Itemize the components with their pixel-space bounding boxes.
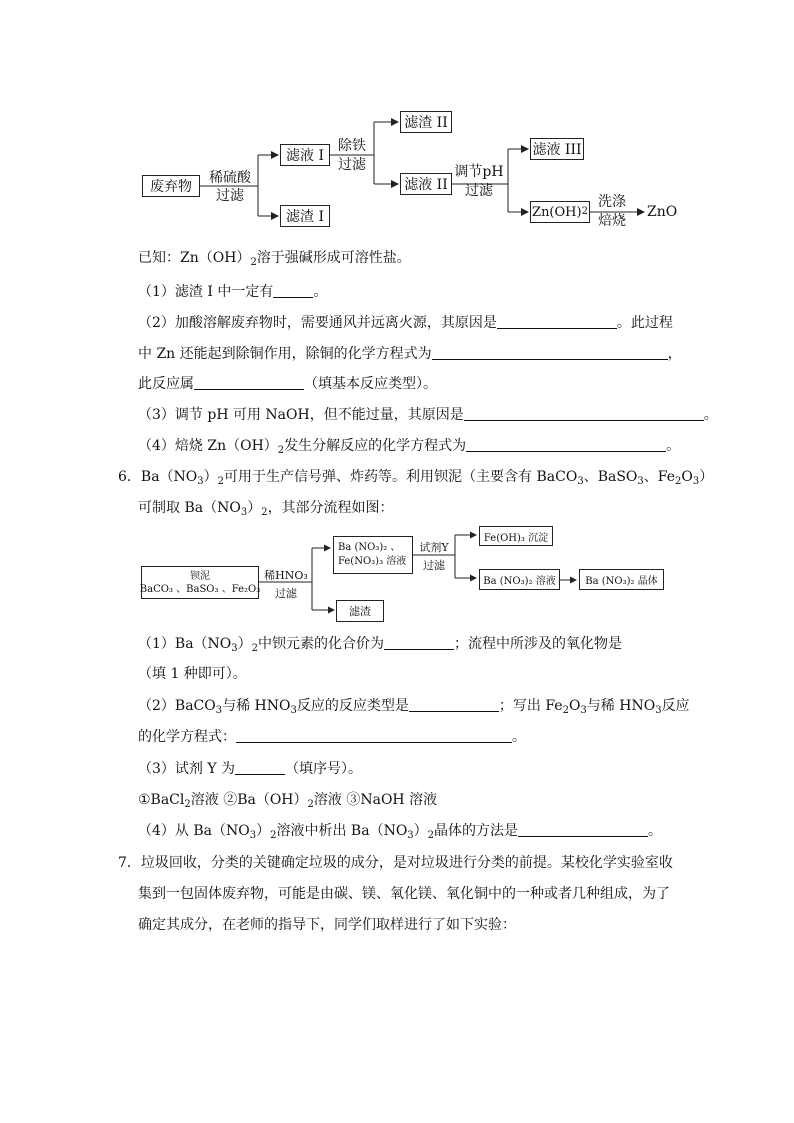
answer-blank[interactable] xyxy=(236,728,512,743)
flow-box-ba-nitrate-crystal xyxy=(579,569,664,590)
flow-text: 滤液 III xyxy=(532,142,582,158)
text: 发生分解反应的化学方程式为 xyxy=(284,438,467,454)
text: 中 Zn 还能起到除铜作用，除铜的化学方程式为 xyxy=(138,346,432,362)
subscript: 2 xyxy=(277,445,285,456)
text: 。 xyxy=(703,407,718,423)
subscript: 3 xyxy=(407,830,414,841)
text: 。 xyxy=(313,284,328,300)
text: （填 1 种即可）。 xyxy=(138,666,247,682)
flow-text: 滤渣 xyxy=(349,605,371,618)
text: 与稀 HNO xyxy=(586,698,656,714)
answer-blank[interactable] xyxy=(518,822,648,837)
q6-part-1-line-1 xyxy=(138,634,622,654)
flow-text: 滤液 II xyxy=(404,177,448,193)
flow-text: 滤渣 I xyxy=(286,209,324,225)
flow-label-remove-fe: 除铁 xyxy=(338,138,366,154)
subscript: 2 xyxy=(261,507,268,518)
text: （2）BaCO xyxy=(138,698,216,714)
subscript: 2 xyxy=(675,476,682,487)
text: 已知：Zn（OH） xyxy=(138,250,251,266)
flow-text: Fe(NO₃)₃ 溶液 xyxy=(338,556,407,567)
flow-label-filter-2: 过滤 xyxy=(423,559,445,572)
text: ， xyxy=(667,346,682,362)
subscript: 3 xyxy=(637,476,644,487)
text: ） xyxy=(699,469,714,485)
text: 溶液 ②Ba（OH） xyxy=(190,792,308,808)
text: 、BaSO xyxy=(583,469,638,485)
flow-label-roast: 焙烧 xyxy=(598,213,626,229)
subscript: 2 xyxy=(562,705,569,716)
flow-label-acid: 稀硫酸 xyxy=(209,170,251,186)
text: ） xyxy=(237,636,252,652)
flow-text: 废弃物 xyxy=(150,179,192,195)
text: 晶体的方法是 xyxy=(434,823,519,839)
flow-text: 滤渣 II xyxy=(404,115,448,131)
text: 的化学方程式： xyxy=(138,729,236,745)
text: 中钡元素的化合价为 xyxy=(258,636,385,652)
flow-text: 滤液 I xyxy=(286,148,324,164)
q7-line-3: 确定其成分，在老师的指导下，同学们取样进行了如下实验： xyxy=(138,917,516,933)
text: 溶液中析出 Ba（NO xyxy=(276,823,408,839)
text: ） xyxy=(413,823,428,839)
subscript: 2 xyxy=(217,476,225,487)
flow-label-adjust-ph: 调节pH xyxy=(454,164,504,180)
subscript: 3 xyxy=(231,643,238,654)
text: （2）加酸溶解废弃物时，需要通风并远离火源，其原因是 xyxy=(138,315,497,331)
subscript: 3 xyxy=(692,476,700,487)
q6-part-1-line-2 xyxy=(138,664,247,684)
subscript: 3 xyxy=(290,705,297,716)
flow-label-filter-2: 过滤 xyxy=(338,157,366,173)
q6-options xyxy=(138,790,437,810)
subscript: 2 xyxy=(427,830,435,841)
q6-part-2-line-1 xyxy=(138,696,690,716)
subscript: 3 xyxy=(197,476,204,487)
subscript: 2 xyxy=(270,830,277,841)
subscript: 2 xyxy=(307,799,314,810)
text: 与稀 HNO xyxy=(222,698,291,714)
subscript: 3 xyxy=(215,705,223,716)
text: ） xyxy=(203,469,218,485)
text: 。 xyxy=(512,729,526,745)
text: ；流程中所涉及的氧化物是 xyxy=(454,636,623,652)
flow-label-filter-3: 过滤 xyxy=(465,183,493,199)
text: 。此过程 xyxy=(616,315,673,331)
flow-product-zno: ZnO xyxy=(647,204,678,220)
q6-part-2-line-2 xyxy=(138,727,526,747)
subscript: 3 xyxy=(580,705,587,716)
flow-box-barium-mud xyxy=(141,566,259,599)
flow-text: Ba (NO₃)₂ 、 xyxy=(338,542,401,553)
answer-blank[interactable] xyxy=(409,697,499,712)
subscript: 3 xyxy=(655,705,662,716)
text: ，其部分流程如图： xyxy=(267,500,394,516)
q7-line-1 xyxy=(118,853,673,873)
text: O xyxy=(681,469,693,485)
flow-text: Ba (NO₃)₂ 溶液 xyxy=(483,576,556,587)
text: ） xyxy=(247,500,262,516)
text: （3）调节 pH 可用 NaOH，但不能过量，其原因是 xyxy=(138,407,464,423)
flow-label-reagent-y: 试剂Y xyxy=(419,541,449,554)
text: 。 xyxy=(666,438,681,454)
text: ） xyxy=(256,823,271,839)
text: 溶于强碱形成可溶性盐。 xyxy=(256,250,411,266)
subscript: 3 xyxy=(249,830,257,841)
flow-box-residue xyxy=(336,600,384,622)
text: （3）试剂 Y 为 xyxy=(138,761,236,777)
flow-text: BaCO₃ 、BaSO₃ 、Fe₂O₃ xyxy=(139,583,261,595)
text: （填基本反应类型）。 xyxy=(304,376,437,392)
text: 反应的反应类型是 xyxy=(296,698,409,714)
question-number: 7． xyxy=(118,855,141,871)
text: 此反应属 xyxy=(138,376,194,392)
flow-box-nitrate-solution xyxy=(333,536,413,574)
subscript: 2 xyxy=(184,799,191,810)
text: ；写出 Fe xyxy=(498,698,563,714)
flow-label-filter: 过滤 xyxy=(216,188,244,204)
flow-box-fe-oh-3-precipitate xyxy=(479,526,553,546)
text: Ba（NO xyxy=(140,469,198,485)
text: O xyxy=(568,698,581,714)
flow-label-wash: 洗涤 xyxy=(598,194,626,210)
flow-box-ba-nitrate-solution xyxy=(479,569,560,590)
subscript: 3 xyxy=(240,507,248,518)
text: ①BaCl xyxy=(138,792,185,808)
text: 溶液 ③NaOH 溶液 xyxy=(313,792,438,808)
flow-text: 钡泥 xyxy=(190,570,210,582)
text: （4）从 Ba（NO xyxy=(138,823,250,839)
flow-text: Zn(OH) xyxy=(532,204,582,220)
answer-blank[interactable] xyxy=(235,760,285,775)
q7-line-2: 集到一包固体废弃物，可能是由碳、镁、氧化镁、氧化铜中的一种或者几种组成，为了 xyxy=(138,886,670,902)
text: （1）滤渣 I 中一定有 xyxy=(138,284,274,300)
question-number: 6． xyxy=(118,469,141,485)
subscript: 2 xyxy=(250,257,257,268)
text: （4）焙烧 Zn（OH） xyxy=(138,438,278,454)
flow-box-zn-oh-2: Zn(OH) 2 xyxy=(530,201,590,223)
subscript: 2 xyxy=(251,643,259,654)
text: 、Fe xyxy=(643,469,676,485)
text: 。 xyxy=(648,823,663,839)
answer-blank[interactable] xyxy=(384,635,454,650)
text: 反应 xyxy=(661,698,690,714)
flow-label-hno3: 稀HNO₃ xyxy=(264,569,308,582)
subscript: 3 xyxy=(577,476,584,487)
flow-label-filter: 过滤 xyxy=(275,587,297,600)
text: （填序号）。 xyxy=(285,761,363,777)
flow-text: Ba (NO₃)₂ 晶体 xyxy=(585,576,658,587)
q6-part-3 xyxy=(138,759,362,779)
flow-text: Fe(OH)₃ 沉淀 xyxy=(483,532,549,544)
q6-part-4 xyxy=(138,821,662,841)
text: 可用于生产信号弹、炸药等。利用钡泥（主要含有 BaCO xyxy=(224,469,578,485)
text: 可制取 Ba（NO xyxy=(138,500,241,516)
text: （1）Ba（NO xyxy=(138,636,232,652)
text: 垃圾回收，分类的关键确定垃圾的成分，是对垃圾进行分类的前提。某校化学实验室收 xyxy=(140,855,673,871)
